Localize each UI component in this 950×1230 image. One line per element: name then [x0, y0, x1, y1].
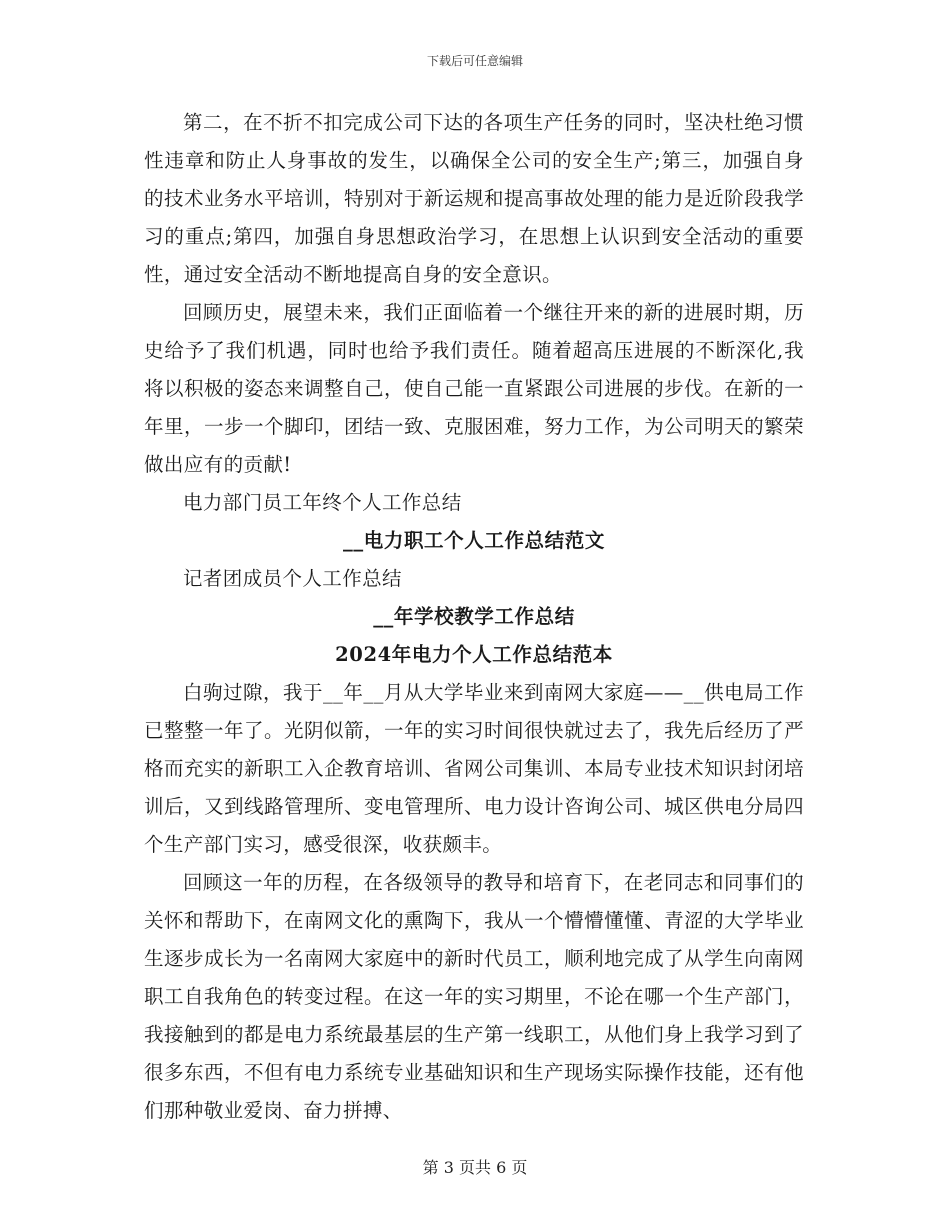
section-heading-1: __电力职工个人工作总结范文	[343, 529, 605, 552]
document-body	[144, 104, 804, 1130]
paragraph-looking-ahead: 回顾历史，展望未来，我们正面临着一个继往开来的新的进展时期，历史给予了我们机遇，同时也给予我们责任。随着超高压进展的不断深化,我将以积极的姿态来调整自己，使自己能一直紧跟公司进展的步伐。在新的一年里，一步一个脚印，团结一致、克服困难，努力工作，为公司明天的繁荣做出应有的贡献!	[144, 301, 804, 476]
section-heading-2: __年学校教学工作总结	[373, 605, 575, 628]
related-title-2: 记者团成员个人工作总结	[183, 567, 402, 590]
paragraph-first-year: 白驹过隙，我于__年__月从大学毕业来到南网大家庭——__供电局工作已整整一年了。光阴似箭，一年的实习时间很快就过去了，我先后经历了严格而充实的新职工入企教育培训、省网公司集训、本局专业技术知识封闭培训后，又到线路管理所、变电管理所、电力设计咨询公司、城区供电分局四个生产部门实习，感受很深，收获颇丰。	[144, 681, 804, 856]
related-title-1: 电力部门员工年终个人工作总结	[183, 491, 462, 514]
paragraph-safety-goals: 第二，在不折不扣完成公司下达的各项生产任务的同时，坚决杜绝习惯性违章和防止人身事故的发生，以确保全公司的安全生产;第三，加强自身的技术业务水平培训，特别对于新运规和提高事故处理的能力是近阶段我学习的重点;第四，加强自身思想政治学习，在思想上认识到安全活动的重要性，通过安全活动不断地提高自身的安全意识。	[144, 111, 804, 286]
paragraph-review: 回顾这一年的历程，在各级领导的教导和培育下，在老同志和同事们的关怀和帮助下，在南网文化的熏陶下，我从一个懵懵懂懂、青涩的大学毕业生逐步成长为一名南网大家庭中的新时代员工，顺利地完成了从学生向南网职工自我角色的转变过程。在这一年的实习期里，不论在哪一个生产部门，我接触到的都是电力系统最基层的生产第一线职工，从他们身上我学习到了很多东西，不但有电力系统专业基础知识和生产现场实际操作技能，还有他们那种敬业爱岗、奋力拼搏、	[144, 871, 804, 1122]
section-heading-3: 2024年电力个人工作总结范本	[335, 643, 613, 666]
page-number-footer: 第 3 页共 6 页	[422, 1158, 528, 1177]
header-note: 下载后可任意编辑	[426, 54, 523, 68]
